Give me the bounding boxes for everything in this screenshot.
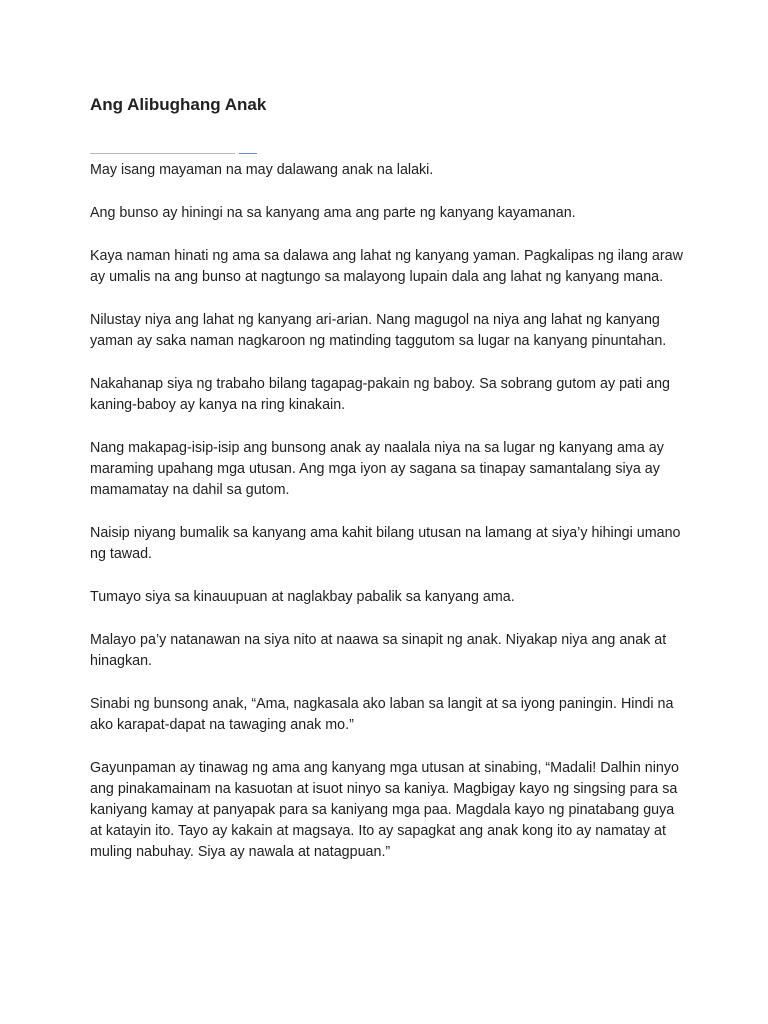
- source-attribution-line: [90, 153, 258, 156]
- paragraph: May isang mayaman na may dalawang anak na lalaki.: [90, 162, 434, 178]
- paragraph: Tumayo siya sa kinauupuan at naglakbay pabalik sa kanyang ama.: [90, 589, 515, 605]
- paragraph: Kaya naman hinati ng ama sa dalawa ang lahat ng kanyang yaman. Pagkalipas ng ilang araw ay umalis na ang bunso at nagtungo sa malayong lupain dala ang lahat ng kanyang mana.: [90, 248, 683, 285]
- paragraph: Nakahanap siya ng trabaho bilang tagapag-pakain ng baboy. Sa sobrang gutom ay pati ang kaning-baboy ay kanya na ring kinakain.: [90, 376, 670, 413]
- paragraph: Nilustay niya ang lahat ng kanyang ari-arian. Nang magugol na niya ang lahat ng kanyang yaman ay saka naman nagkaroon ng matinding taggutom sa lugar na kanyang pinuntahan.: [90, 312, 667, 349]
- paragraph: Gayunpaman ay tinawag ng ama ang kanyang mga utusan at sinabing, “Madali! Dalhin ninyo ang pinakamainam na kasuotan at isuot ninyo sa kaniya. Magbigay kayo ng singsing para sa kaniyang kamay at panyapak para sa kaniyang mga paa. Magdala kayo ng pinatabang guya at katayin ito. Tayo ay kakain at magsaya. Ito ay sapagkat ang anak kong ito ay namatay at muling nabuhay. Siya ay nawala at natagpuan.”: [90, 760, 679, 860]
- story-body: [90, 160, 690, 885]
- paragraph: Malayo pa’y natanawan na siya nito at naawa sa sinapit ng anak. Niyakap niya ang anak at hinagkan.: [90, 632, 667, 669]
- paragraph: Naisip niyang bumalik sa kanyang ama kahit bilang utusan na lamang at siya’y hihingi umano ng tawad.: [90, 525, 681, 562]
- source-link[interactable]: [239, 153, 257, 154]
- paragraph: Nang makapag-isip-isip ang bunsong anak ay naalala niya na sa lugar ng kanyang ama ay maraming upahang mga utusan. Ang mga iyon ay sagana sa tinapay samantalang siya ay mamamatay na dahil sa gutom.: [90, 440, 664, 498]
- source-attribution-text: [90, 153, 235, 154]
- paragraph: Ang bunso ay hiningi na sa kanyang ama ang parte ng kanyang kayamanan.: [90, 205, 576, 221]
- paragraph: Sinabi ng bunsong anak, “Ama, nagkasala ako laban sa langit at sa iyong paningin. Hindi na ako karapat-dapat na tawaging anak mo.”: [90, 696, 674, 733]
- document-title: Ang Alibughang Anak: [90, 95, 267, 114]
